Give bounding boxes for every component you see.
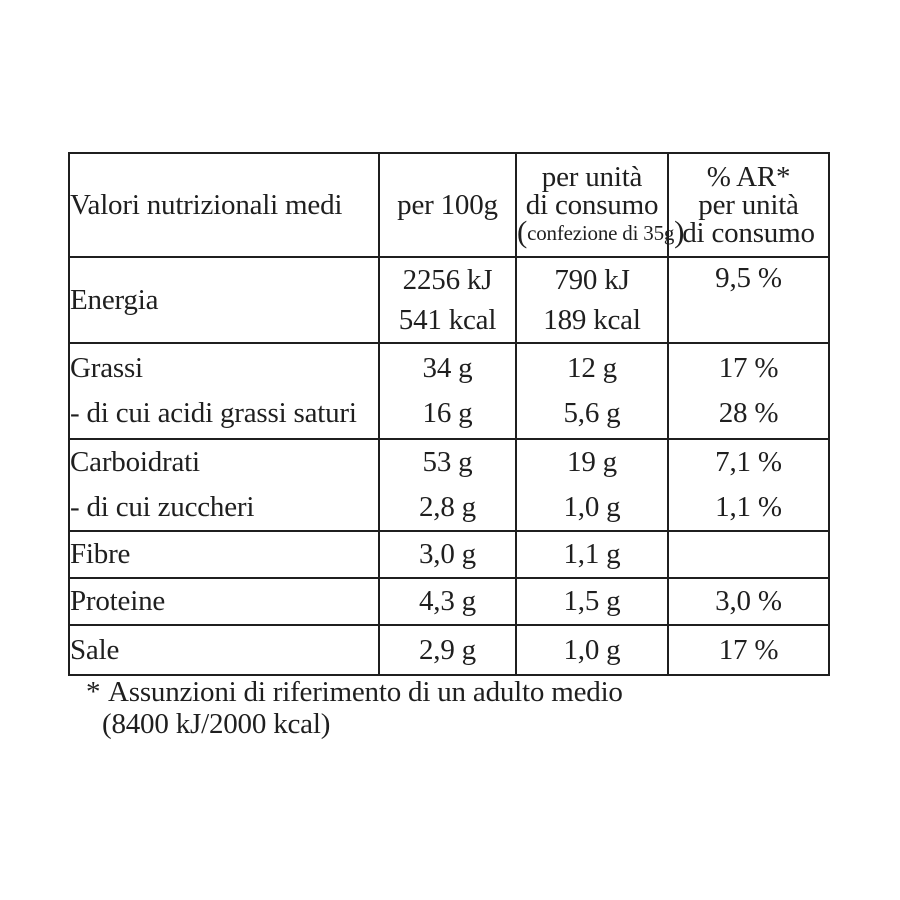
cell-carboidrati-per100 [379, 439, 516, 531]
value-line: 1,1 % [715, 491, 782, 523]
value-line: 2256 kJ [402, 264, 493, 296]
cell-proteine-label [69, 578, 379, 625]
value-line: 2,8 g [418, 491, 476, 523]
cell-proteine-ar [668, 578, 829, 625]
value-line: 541 kcal [398, 304, 497, 336]
footnote-line1 [86, 676, 623, 708]
footnote-line2: (8400 kJ/2000 kcal) [102, 708, 331, 740]
cell-carboidrati-perunit [516, 439, 668, 531]
table-row-carboidrati [69, 439, 829, 531]
value-line: 2,9 g [418, 633, 476, 666]
cell-energia-per100 [379, 257, 516, 343]
header-per-unit-line1: per unità [541, 161, 643, 193]
paren-close: ) [674, 214, 685, 249]
table-row-grassi [69, 343, 829, 439]
header-col-percent-ar [668, 153, 829, 257]
cell-fibre-per100 [379, 531, 516, 578]
value-line: 3,0 % [715, 585, 782, 617]
value-line: 19 g [567, 446, 617, 478]
cell-fibre-label [69, 531, 379, 578]
label-line: Proteine [70, 585, 166, 617]
value-line: 17 % [718, 633, 779, 666]
table-row-energia [69, 257, 829, 343]
label-line: Sale [70, 633, 120, 666]
table-row-proteine [69, 578, 829, 625]
header-row [69, 153, 829, 257]
table-row-fibre [69, 531, 829, 578]
cell-sale-label [69, 625, 379, 675]
cell-grassi-label [69, 343, 379, 439]
nutrition-table [68, 152, 830, 676]
header-per-unit-subnote-text: confezione di 35g [527, 221, 675, 245]
header-per-unit-line2: di consumo [525, 189, 659, 221]
footnote [86, 676, 623, 740]
header-col-nutrients: Valori nutrizionali medi [69, 153, 379, 257]
header-percent-ar-line2: per unità [698, 189, 799, 221]
cell-energia-label [69, 257, 379, 343]
value-line: 1,0 g [563, 491, 621, 523]
cell-fibre-ar [668, 531, 829, 578]
label-line: Carboidrati [70, 446, 200, 478]
asterisk-marker: * [86, 676, 101, 708]
value-line: 12 g [567, 352, 617, 384]
cell-proteine-perunit [516, 578, 668, 625]
value-line: 3,0 g [418, 538, 476, 570]
value-line: 53 g [422, 446, 473, 478]
value-line: 189 kcal [543, 304, 641, 336]
cell-carboidrati-ar [668, 439, 829, 531]
cell-energia-ar [668, 257, 829, 343]
value-line: 1,0 g [563, 633, 621, 666]
header-col-per-unit [516, 153, 685, 257]
label-line: Grassi [70, 352, 143, 384]
cell-sale-ar [668, 625, 829, 675]
table-row-sale [69, 625, 829, 675]
value-line: 17 % [718, 352, 779, 384]
header-percent-ar-line3: di consumo [682, 217, 815, 249]
label-line: Energia [70, 284, 159, 316]
value-line: 28 % [718, 397, 779, 429]
paren-open: ( [517, 214, 528, 249]
header-per-unit-subnote [517, 214, 685, 249]
cell-proteine-per100 [379, 578, 516, 625]
value-line: 5,6 g [563, 397, 621, 429]
value-line: 7,1 % [715, 446, 782, 478]
cell-grassi-ar [668, 343, 829, 439]
cell-carboidrati-label [69, 439, 379, 531]
value-line: 790 kJ [554, 264, 630, 296]
label-line: Fibre [70, 538, 131, 570]
cell-sale-perunit [516, 625, 668, 675]
cell-energia-perunit [516, 257, 668, 343]
label-line: - di cui zuccheri [70, 491, 255, 523]
footnote-text: Assunzioni di riferimento di un adulto medio [108, 676, 623, 708]
value-line: 34 g [422, 352, 473, 384]
cell-fibre-perunit [516, 531, 668, 578]
cell-grassi-per100 [379, 343, 516, 439]
cell-grassi-perunit [516, 343, 668, 439]
value-line: 9,5 % [715, 262, 782, 294]
value-line: 1,1 g [563, 538, 621, 570]
label-line: - di cui acidi grassi saturi [70, 397, 357, 429]
value-line: 4,3 g [418, 585, 476, 617]
cell-sale-per100 [379, 625, 516, 675]
value-line: 16 g [422, 397, 473, 429]
header-percent-ar-line1: % AR* [706, 161, 791, 193]
value-line: 1,5 g [563, 585, 621, 617]
header-col-per-100g: per 100g [379, 153, 516, 257]
